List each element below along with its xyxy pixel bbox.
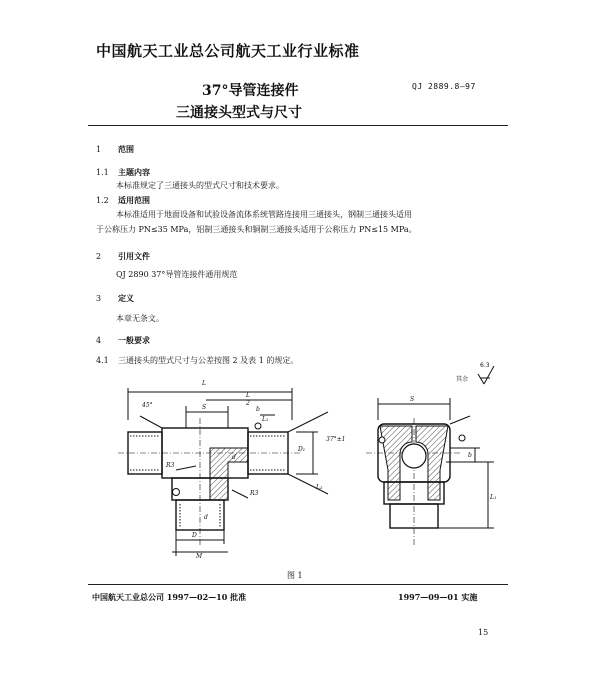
section-2-text: QJ 2890 37°导管连接件通用规范 [116, 270, 238, 279]
section-number: 1.2 [96, 196, 109, 205]
dim-label-D: D [192, 532, 197, 539]
dim-label-half-den: 2 [246, 400, 250, 407]
dim-label-L-half: L [246, 392, 250, 399]
section-number: 1.1 [96, 168, 109, 177]
section-3-text: 本章无条文。 [116, 314, 164, 323]
title-line-2: 三通接头型式与尺寸 [176, 105, 302, 121]
dim-label-angle45: 45° [142, 402, 153, 409]
section-title: 适用范围 [118, 195, 150, 205]
section-1-2-text-line-2: 于公称压力 PN≤35 MPa，铝制三通接头和铜制三通接头适用于公称压力 PN≤15 MPa。 [96, 225, 417, 234]
organization-header: 中国航天工业总公司航天工业行业标准 [96, 42, 360, 60]
dim-label-D1: D₁ [298, 446, 306, 453]
section-title: 定义 [118, 293, 134, 303]
section-title: 范围 [118, 144, 134, 154]
section-1-2-text-line-1: 本标准适用于地面设备和试验设备流体系统管路连接用三通接头，钢制三通接头适用 [116, 210, 412, 219]
dim-label-L1: L₁ [262, 416, 269, 423]
standard-number: QJ 2889.8—97 [412, 82, 476, 91]
implementation-date: 1997—09—01 实施 [398, 592, 478, 602]
figure-caption: 图 1 [287, 571, 303, 580]
title-line-1: 37°导管连接件 [202, 83, 299, 99]
section-number: 4.1 [96, 356, 109, 365]
dim-label-S: S [202, 404, 207, 411]
section-title: 主题内容 [118, 167, 150, 177]
dim-label-b2: b [468, 452, 472, 459]
approval-line: 中国航天工业总公司 1997—02—10 批准 [92, 592, 247, 602]
section-number: 4 [96, 336, 102, 345]
dim-label-d: d [232, 454, 236, 461]
dim-label-L1b: L₁ [490, 494, 497, 501]
footer-rule [88, 584, 508, 585]
page-number: 15 [478, 628, 489, 637]
section-number: 3 [96, 294, 102, 303]
dim-label-L: L [202, 380, 206, 387]
dim-label-R3b: R3 [250, 490, 259, 497]
dim-label-S2: S [410, 396, 415, 403]
dim-label-L2: L₂ [316, 484, 323, 491]
dim-label-angle37: 37°±1 [326, 436, 346, 443]
section-number: 1 [96, 145, 102, 154]
dim-label-d2: d [204, 514, 208, 521]
section-title: 一般要求 [118, 335, 150, 345]
dim-label-b: b [256, 406, 260, 413]
section-1-1-text: 本标准规定了三通接头的型式尺寸和技术要求。 [116, 181, 284, 190]
section-number: 2 [96, 252, 102, 261]
dim-label-M: M [196, 553, 203, 560]
roughness-label: 其余 [456, 376, 469, 383]
roughness-value: 6.3 [480, 362, 490, 369]
dim-label-R3: R3 [166, 462, 175, 469]
section-title: 引用文件 [118, 251, 150, 261]
section-text: 三通接头的型式尺寸与公差按图 2 及表 1 的规定。 [118, 356, 299, 365]
